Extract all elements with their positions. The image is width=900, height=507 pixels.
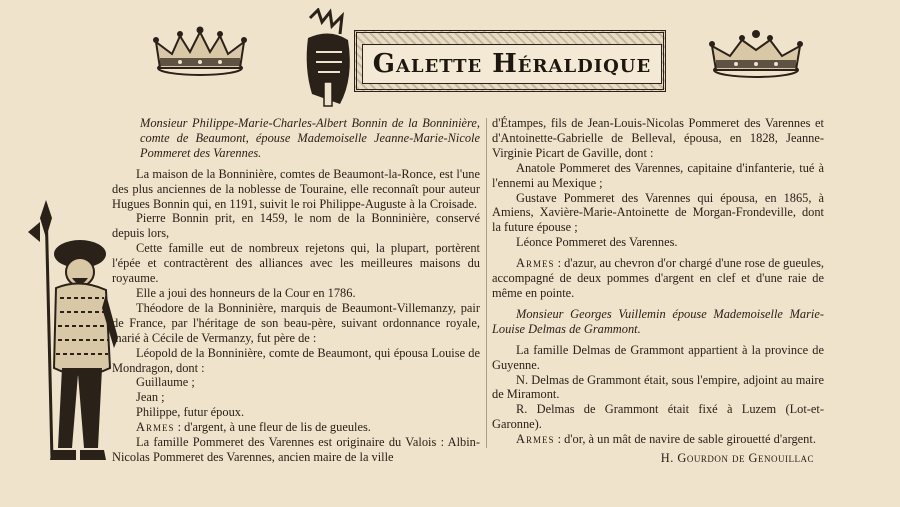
arms-paragraph bbox=[112, 420, 480, 435]
left-column bbox=[112, 116, 480, 465]
banner-title: Galette Héraldique bbox=[362, 44, 662, 84]
arms-paragraph bbox=[492, 256, 824, 301]
column-divider bbox=[486, 118, 487, 448]
arms-text: : d'or, à un mât de navire de sable girouetté d'argent. bbox=[554, 432, 816, 447]
header-banner bbox=[296, 8, 668, 112]
marriage-announcement-1: Monsieur Philippe-Marie-Charles-Albert Bonnin de la Bonninière, comte de Beaumont, épouse Mademoiselle Jeanne-Marie-Nicole Pommeret des Varennes. bbox=[140, 116, 480, 160]
paragraph: Léopold de la Bonninière, comte de Beaumont, qui épousa Louise de Mondragon, dont : bbox=[112, 345, 480, 375]
arms-label: Armes bbox=[516, 256, 555, 271]
paragraph: Gustave Pommeret des Varennes qui épousa, en 1865, à Amiens, Xavière-Marie-Antoinette de Morgan-Frondeville, dont la future épouse ; bbox=[492, 190, 824, 235]
paragraph: d'Étampes, fils de Jean-Louis-Nicolas Pommeret des Varennes et d'Antoinette-Gabrielle de Belleval, épousa, en 1828, Jeanne-Virginie Picart de Gaville, dont : bbox=[492, 116, 824, 160]
paragraph: Elle a joui des honneurs de la Cour en 1786. bbox=[136, 285, 356, 300]
arms-label: Armes bbox=[516, 432, 555, 447]
arms-text: : d'azur, au chevron d'or chargé d'une rose de gueules, accompagné de deux pommes d'argent en clef et d'une raie de même en pointe. bbox=[492, 256, 824, 300]
halberdier-illustration-icon bbox=[22, 198, 122, 470]
paragraph: Pierre Bonnin prit, en 1459, le nom de la Bonninière, conservé depuis lors, bbox=[112, 211, 480, 241]
right-column bbox=[492, 116, 824, 466]
paragraph: La famille Pommeret des Varennes est originaire du Valois : Albin-Nicolas Pommeret des Varennes, ancien maire de la ville bbox=[112, 435, 480, 464]
marriage-announcement-2: Monsieur Georges Vuillemin épouse Mademoiselle Marie-Louise Delmas de Grammont. bbox=[492, 306, 824, 336]
arms-text: : d'argent, à une fleur de lis de gueules. bbox=[174, 420, 371, 435]
list-item: Jean ; bbox=[136, 390, 165, 405]
left-crown-icon bbox=[150, 24, 250, 80]
arms-label: Armes bbox=[136, 420, 175, 435]
paragraph: N. Delmas de Grammont était, sous l'empire, adjoint au maire de Miramont. bbox=[492, 372, 824, 402]
paragraph: Théodore de la Bonninière, marquis de Beaumont-Villemanzy, pair de France, par l'héritage de son beau-père, suivant ordonnance royale, marié à Cécile de Vermanzy, fut père de : bbox=[112, 300, 480, 345]
paragraph: Cette famille eut de nombreux rejetons qui, la plupart, portèrent l'épée et contractèrent des alliances avec les meilleures maisons du royaume. bbox=[112, 241, 480, 286]
paragraph: Anatole Pommeret des Varennes, capitaine d'infanterie, tué à l'ennemi au Mexique ; bbox=[492, 160, 824, 190]
list-item: Philippe, futur époux. bbox=[136, 405, 245, 420]
paragraph: R. Delmas de Grammont était fixé à Luzem (Lot-et-Garonne). bbox=[492, 402, 824, 432]
author-signature: H. Gourdon de Genouillac bbox=[660, 451, 814, 466]
paragraph: Léonce Pommeret des Varennes. bbox=[516, 235, 678, 250]
right-crown-icon bbox=[706, 26, 806, 82]
knight-helmet-icon bbox=[296, 8, 366, 112]
paragraph: La maison de la Bonninière, comtes de Beaumont-la-Ronce, est l'une des plus anciennes de la noblesse de Touraine, elle reconnaît pour auteur Hugues Bonnin qui, en 1191, suivit le roi Philippe-Auguste à la Croisade. bbox=[112, 166, 480, 211]
list-item: Guillaume ; bbox=[136, 375, 195, 390]
paragraph: La famille Delmas de Grammont appartient à la province de Guyenne. bbox=[492, 342, 824, 372]
arms-paragraph bbox=[492, 432, 824, 447]
